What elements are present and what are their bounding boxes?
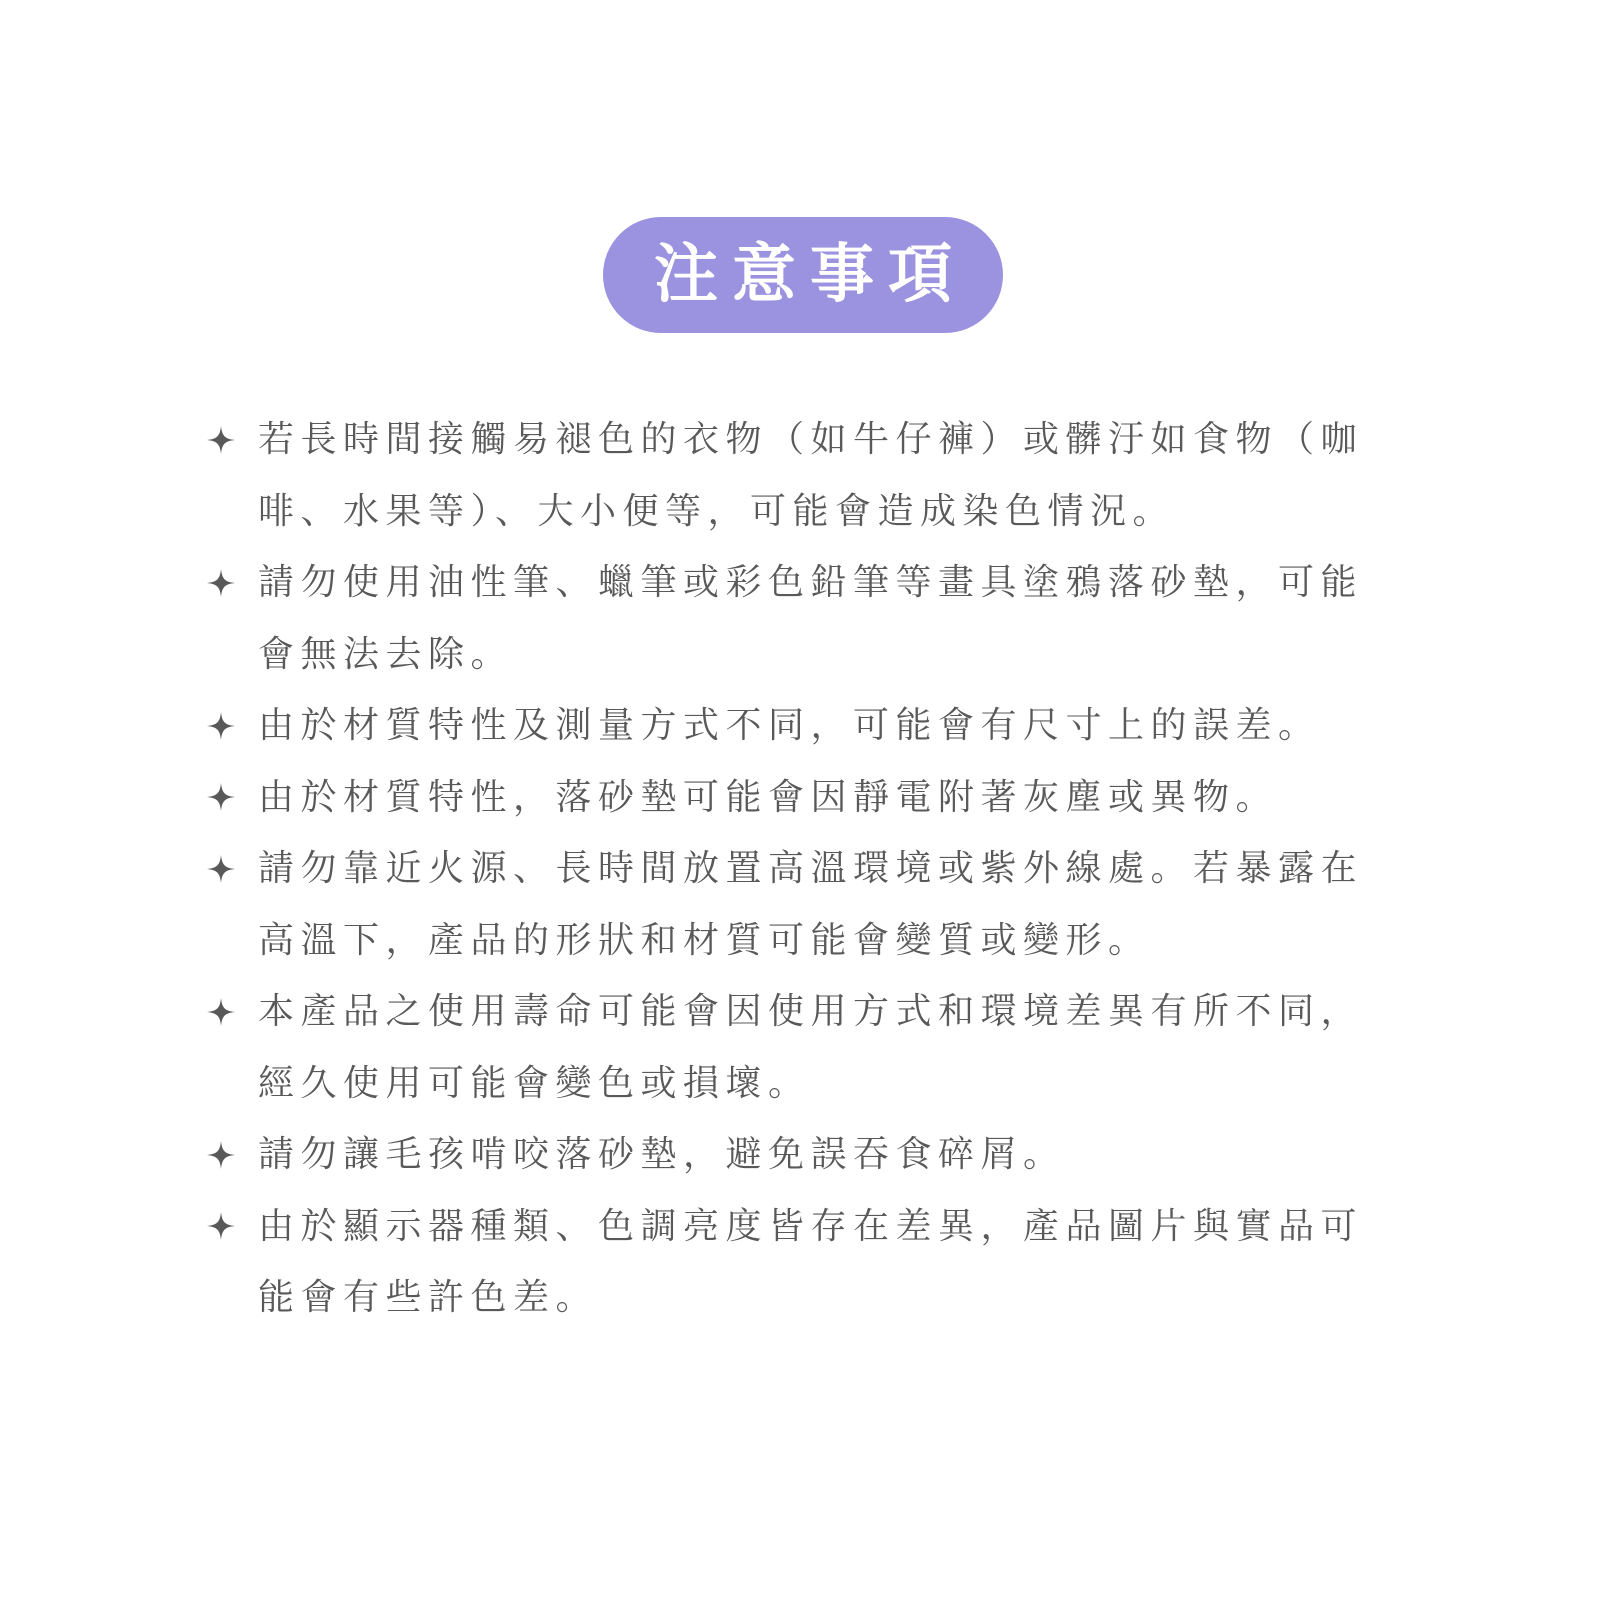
four-point-star-icon (205, 1191, 245, 1263)
four-point-star-icon (205, 690, 245, 762)
note-item (205, 404, 1397, 547)
note-text: 請勿讓毛孩啃咬落砂墊，避免誤吞食碎屑。 (258, 1134, 1066, 1175)
four-point-star-icon (205, 547, 245, 619)
note-item (205, 690, 1397, 762)
note-item (205, 1191, 1397, 1334)
note-item (205, 1119, 1397, 1191)
four-point-star-icon (205, 762, 245, 834)
page-title: 注意事項 (654, 238, 966, 312)
title-badge (603, 217, 1003, 333)
note-text: 本產品之使用壽命可能會因使用方式和環境差異有所不同，經久使用可能會變色或損壞。 (258, 991, 1364, 1104)
notes-list (205, 404, 1397, 1334)
note-text: 請勿使用油性筆、蠟筆或彩色鉛筆等畫具塗鴉落砂墊，可能會無法去除。 (258, 562, 1364, 675)
note-item (205, 547, 1397, 690)
note-text: 若長時間接觸易褪色的衣物（如牛仔褲）或髒汙如食物（咖啡、水果等）、大小便等，可能會造成染色情況。 (258, 419, 1364, 532)
note-text: 由於材質特性，落砂墊可能會因靜電附著灰塵或異物。 (258, 776, 1279, 818)
four-point-star-icon (205, 404, 245, 476)
four-point-star-icon (205, 1119, 245, 1191)
four-point-star-icon (205, 833, 245, 905)
note-item (205, 833, 1397, 976)
note-text: 請勿靠近火源、長時間放置高溫環境或紫外線處。若暴露在高溫下，產品的形狀和材質可能會變質或變形。 (258, 848, 1364, 961)
note-item (205, 762, 1397, 834)
note-text: 由於顯示器種類、色調亮度皆存在差異，產品圖片與實品可能會有些許色差。 (258, 1205, 1364, 1318)
four-point-star-icon (205, 976, 245, 1048)
note-item (205, 976, 1397, 1119)
note-text: 由於材質特性及測量方式不同，可能會有尺寸上的誤差。 (258, 705, 1321, 746)
